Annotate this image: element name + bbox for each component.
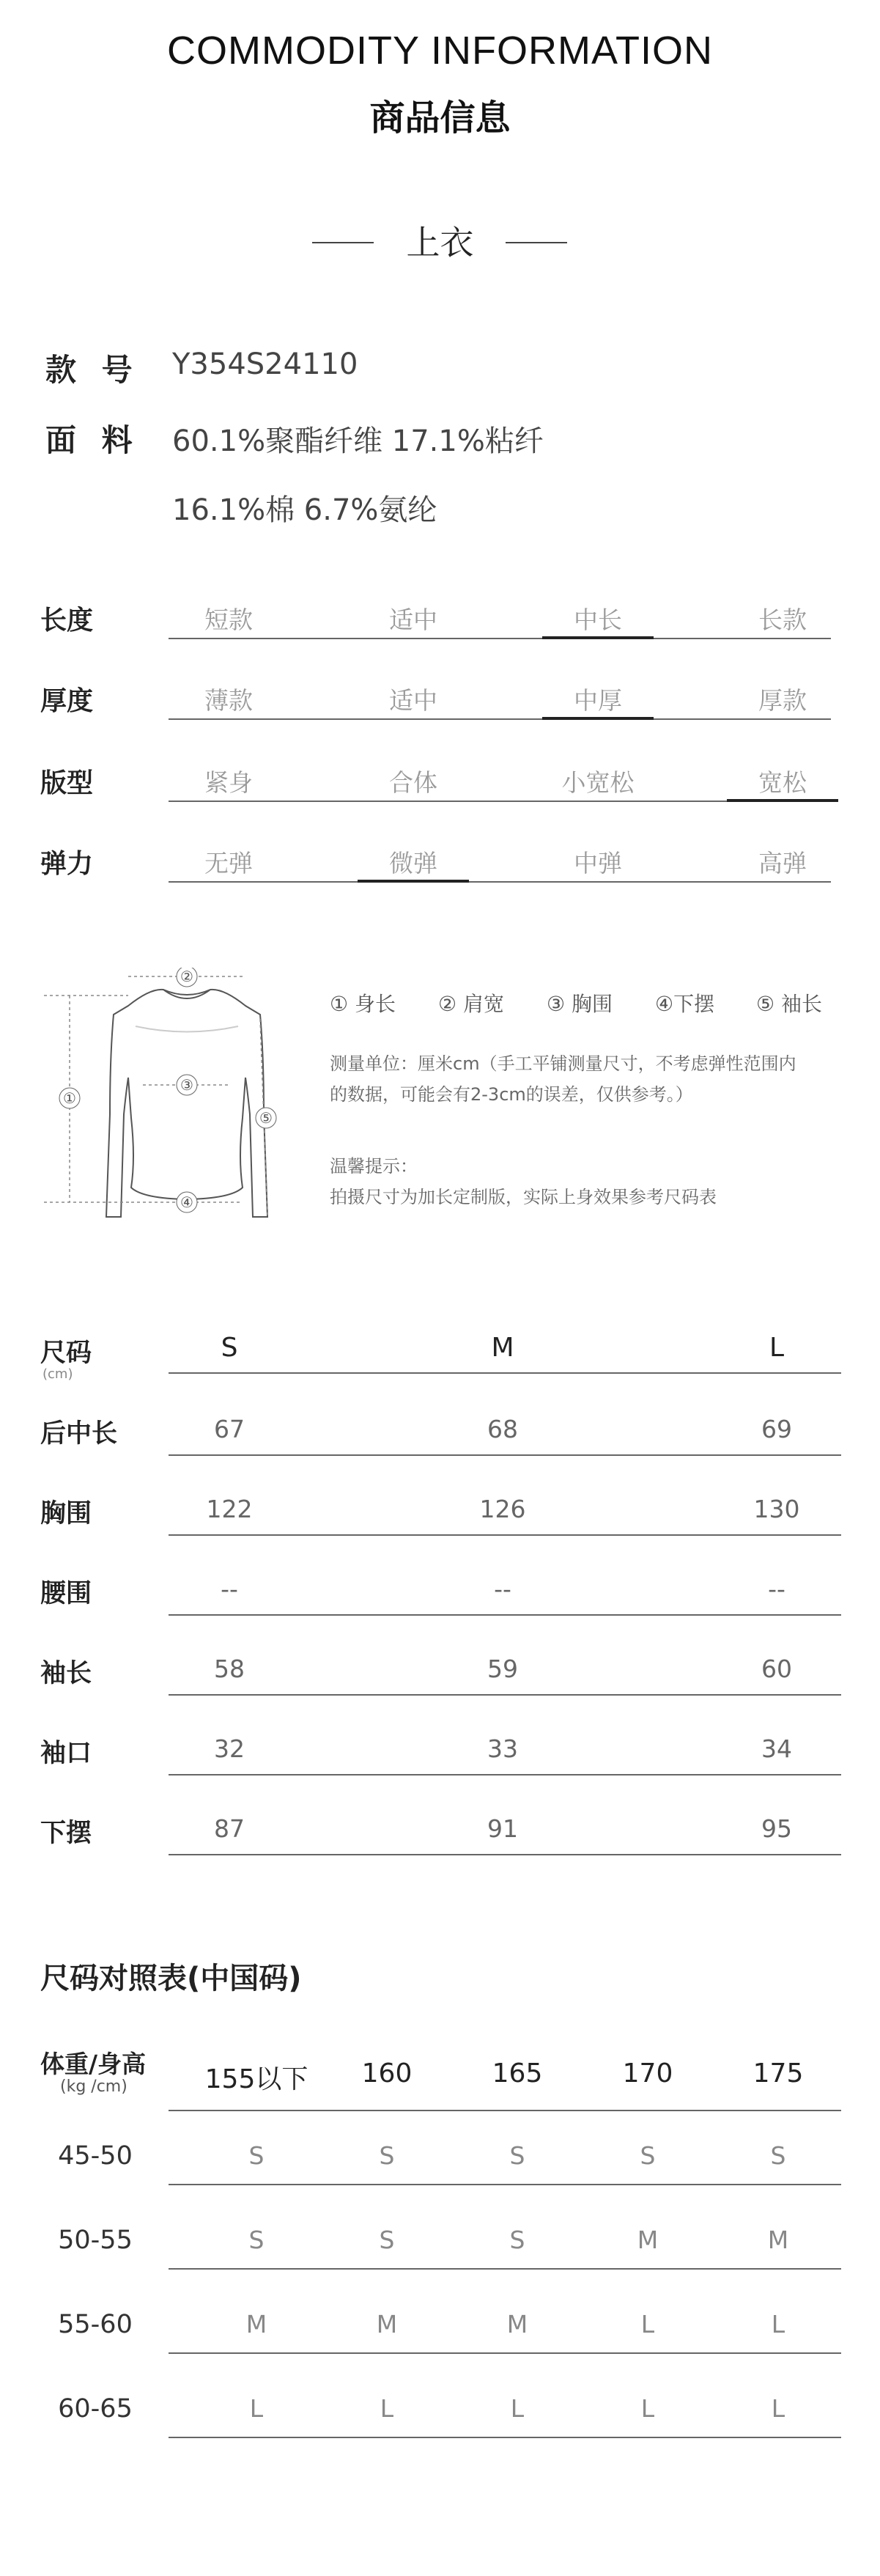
reference-size-cell: L bbox=[640, 2310, 655, 2338]
size-row-label: 下摆 bbox=[40, 1819, 92, 1848]
fabric-value-line2: 16.1%棉 6.7%氨纶 bbox=[172, 493, 437, 527]
legend-body-length: ① 身长 bbox=[330, 992, 396, 1016]
reference-size-cell: S bbox=[248, 2226, 265, 2254]
attribute-option: 适中 bbox=[389, 686, 437, 715]
reference-size-cell: M bbox=[637, 2226, 659, 2254]
size-cell: 59 bbox=[487, 1655, 518, 1683]
reference-table-title: 尺码对照表(中国码) bbox=[40, 1962, 302, 1995]
attribute-option: 短款 bbox=[204, 606, 253, 634]
legend-hem: ④下摆 bbox=[655, 992, 715, 1016]
reference-weight-label: 55-60 bbox=[58, 2310, 133, 2339]
attribute-line bbox=[169, 718, 831, 720]
legend-shoulder-width: ② 肩宽 bbox=[438, 992, 505, 1016]
size-row-line bbox=[169, 1454, 841, 1456]
size-row-label: 胸围 bbox=[40, 1499, 92, 1528]
attribute-option: 高弹 bbox=[758, 849, 807, 877]
size-row-line bbox=[169, 1534, 841, 1536]
attribute-option: 中厚 bbox=[574, 686, 622, 715]
reference-height-header: 160 bbox=[361, 2058, 413, 2089]
attribute-label: 长度 bbox=[40, 606, 94, 636]
attribute-selected-indicator bbox=[358, 880, 469, 883]
reference-row-line bbox=[169, 2437, 841, 2438]
size-row-line bbox=[169, 1854, 841, 1855]
reference-row-line bbox=[169, 2352, 841, 2354]
size-row-label: 袖长 bbox=[40, 1659, 92, 1688]
reference-weight-label: 60-65 bbox=[58, 2394, 133, 2424]
size-cell: -- bbox=[768, 1575, 785, 1603]
page-title-cn: 商品信息 bbox=[369, 97, 511, 139]
attribute-option: 微弹 bbox=[389, 849, 437, 877]
marker-5: ⑤ bbox=[259, 1109, 273, 1127]
size-cell: 58 bbox=[214, 1655, 245, 1683]
reference-size-cell: M bbox=[506, 2310, 528, 2338]
attribute-option: 中长 bbox=[574, 606, 622, 634]
size-table-unit: (cm) bbox=[42, 1366, 73, 1382]
size-cell: 122 bbox=[206, 1495, 253, 1523]
attribute-line bbox=[169, 638, 831, 639]
attribute-label: 弹力 bbox=[40, 849, 94, 879]
size-row-label: 后中长 bbox=[40, 1419, 118, 1449]
reference-size-cell: M bbox=[767, 2226, 789, 2254]
reference-row-line bbox=[169, 2184, 841, 2185]
style-number-label: 款 号 bbox=[45, 352, 140, 388]
attribute-line bbox=[169, 881, 831, 883]
reference-size-cell: L bbox=[380, 2394, 394, 2423]
size-cell: 68 bbox=[487, 1415, 518, 1443]
reference-size-cell: S bbox=[379, 2141, 395, 2170]
reference-size-cell: S bbox=[248, 2141, 265, 2170]
garment-measurement-diagram bbox=[40, 968, 289, 1239]
reference-size-cell: S bbox=[640, 2141, 656, 2170]
legend-chest: ③ 胸围 bbox=[547, 992, 613, 1016]
legend-sleeve-length: ⑤ 袖长 bbox=[756, 992, 823, 1016]
tip-text: 拍摄尺寸为加长定制版，实际上身效果参考尺码表 bbox=[330, 1187, 717, 1207]
size-header-s: S bbox=[221, 1333, 238, 1363]
reference-header-label: 体重/身高 bbox=[40, 2050, 147, 2078]
attribute-option: 宽松 bbox=[758, 768, 807, 797]
attribute-label: 厚度 bbox=[40, 686, 94, 716]
reference-height-header: 155以下 bbox=[204, 2064, 308, 2094]
style-number-value: Y354S24110 bbox=[172, 347, 358, 381]
size-cell: 87 bbox=[214, 1814, 245, 1843]
attribute-option: 无弹 bbox=[204, 849, 253, 877]
attribute-option: 紧身 bbox=[204, 768, 253, 797]
reference-size-cell: S bbox=[379, 2226, 395, 2254]
size-header-l: L bbox=[769, 1333, 785, 1363]
size-cell: 95 bbox=[761, 1814, 792, 1843]
size-row-label: 腰围 bbox=[40, 1579, 92, 1608]
attribute-label: 版型 bbox=[40, 768, 94, 798]
size-cell: 130 bbox=[753, 1495, 800, 1523]
attribute-option: 厚款 bbox=[758, 686, 807, 715]
size-cell: -- bbox=[221, 1575, 238, 1603]
attribute-option: 中弹 bbox=[574, 849, 622, 877]
reference-height-header: 165 bbox=[492, 2058, 543, 2089]
fabric-label: 面 料 bbox=[45, 422, 140, 458]
size-cell: 126 bbox=[479, 1495, 526, 1523]
size-row-label: 袖口 bbox=[40, 1739, 92, 1768]
attribute-selected-indicator bbox=[542, 717, 654, 720]
marker-4: ④ bbox=[180, 1193, 193, 1211]
reference-size-cell: M bbox=[376, 2310, 398, 2338]
reference-height-header: 170 bbox=[622, 2058, 673, 2089]
reference-weight-label: 45-50 bbox=[58, 2141, 133, 2171]
reference-height-header: 175 bbox=[753, 2058, 804, 2089]
reference-weight-label: 50-55 bbox=[58, 2226, 133, 2255]
reference-size-cell: M bbox=[245, 2310, 267, 2338]
marker-1: ① bbox=[63, 1089, 76, 1107]
section-title: 上衣 bbox=[406, 223, 474, 262]
attribute-option: 薄款 bbox=[204, 686, 253, 715]
page-title-en: COMMODITY INFORMATION bbox=[167, 29, 713, 73]
reference-size-cell: L bbox=[771, 2310, 785, 2338]
reference-size-cell: L bbox=[771, 2394, 785, 2423]
size-cell: 67 bbox=[214, 1415, 245, 1443]
size-cell: 34 bbox=[761, 1734, 792, 1763]
tip-title: 温馨提示： bbox=[330, 1156, 418, 1177]
measurement-note-line1: 测量单位：厘米cm（手工平铺测量尺寸，不考虑弹性范围内 bbox=[330, 1053, 796, 1074]
fabric-value-line1: 60.1%聚酯纤维 17.1%粘纤 bbox=[172, 424, 544, 458]
reference-size-cell: L bbox=[249, 2394, 264, 2423]
reference-size-cell: S bbox=[509, 2141, 525, 2170]
attribute-selected-indicator bbox=[727, 799, 838, 802]
size-table-header-label: 尺码 bbox=[40, 1339, 92, 1368]
reference-size-cell: S bbox=[770, 2141, 786, 2170]
size-cell: 69 bbox=[761, 1415, 792, 1443]
size-cell: 32 bbox=[214, 1734, 245, 1763]
reference-size-cell: L bbox=[510, 2394, 525, 2423]
section-divider-right bbox=[506, 242, 567, 243]
size-row-line bbox=[169, 1614, 841, 1616]
size-row-line bbox=[169, 1694, 841, 1696]
reference-size-cell: L bbox=[640, 2394, 655, 2423]
size-cell: -- bbox=[494, 1575, 511, 1603]
reference-header-line bbox=[169, 2110, 841, 2111]
size-header-m: M bbox=[491, 1333, 514, 1363]
reference-header-unit: (kg /cm) bbox=[60, 2078, 127, 2096]
marker-2: ② bbox=[180, 968, 193, 985]
size-cell: 60 bbox=[761, 1655, 792, 1683]
attribute-option: 合体 bbox=[389, 768, 437, 797]
size-table-header-line bbox=[169, 1372, 841, 1374]
measurement-note-line2: 的数据，可能会有2-3cm的误差，仅供参考。） bbox=[330, 1084, 693, 1105]
size-cell: 33 bbox=[487, 1734, 518, 1763]
attribute-option: 适中 bbox=[389, 606, 437, 634]
size-row-line bbox=[169, 1774, 841, 1775]
reference-size-cell: S bbox=[509, 2226, 525, 2254]
attribute-selected-indicator bbox=[542, 636, 654, 639]
reference-row-line bbox=[169, 2268, 841, 2270]
size-cell: 91 bbox=[487, 1814, 518, 1843]
attribute-option: 长款 bbox=[758, 606, 807, 634]
marker-3: ③ bbox=[180, 1076, 193, 1094]
attribute-option: 小宽松 bbox=[561, 768, 635, 797]
